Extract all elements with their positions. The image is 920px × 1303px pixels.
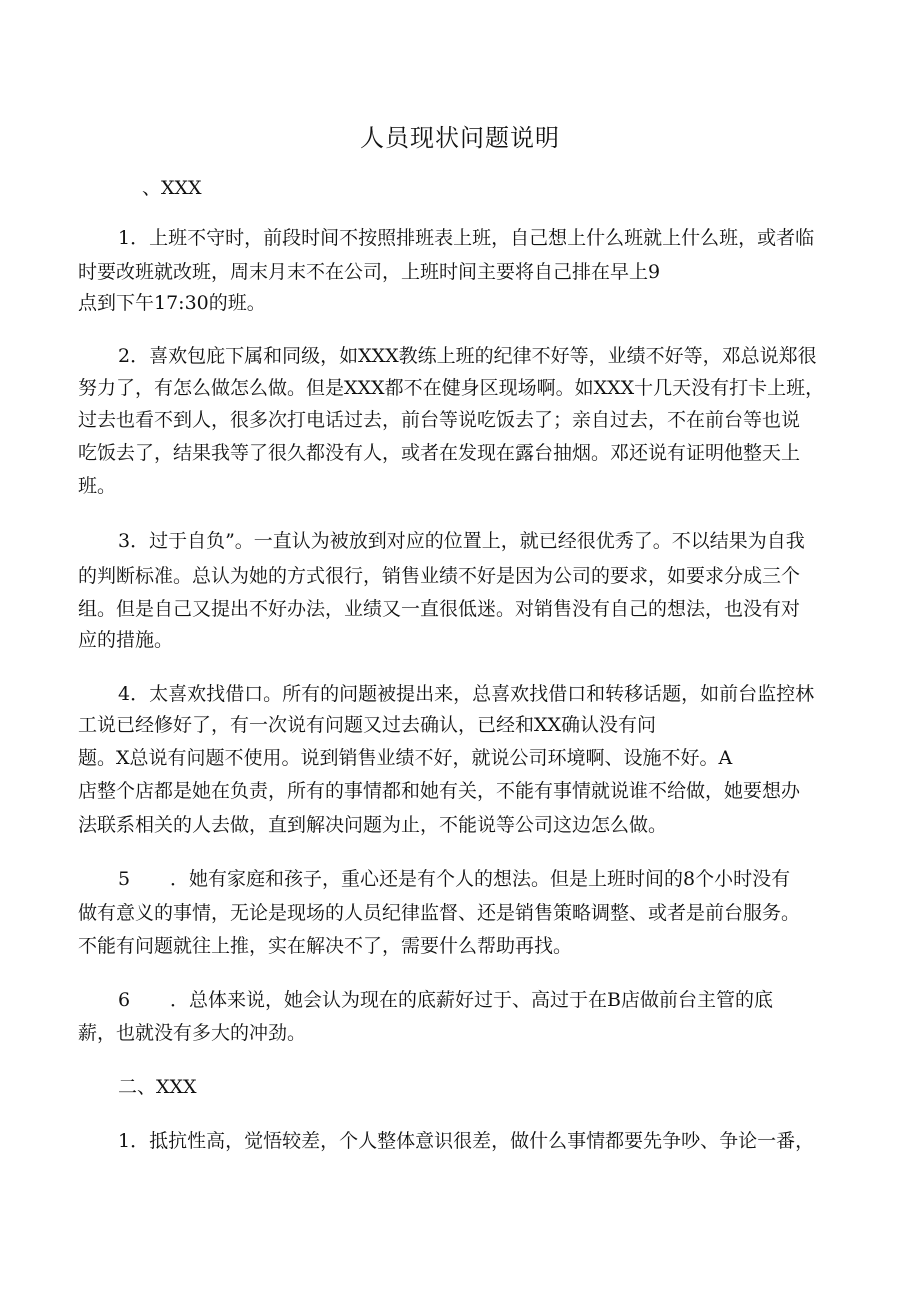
item-4-line-2: 工说已经修好了，有一次说有问题又过去确认，已经和XX确认没有问 xyxy=(78,714,657,736)
item-1-line-1: 1．上班不守时，前段时间不按照排班表上班，自己想上什么班就上什么班，或者临 xyxy=(118,227,815,249)
item-4-line-4: 店整个店都是她在负责，所有的事情都和她有关，不能有事情就说谁不给做，她要想办 xyxy=(78,780,801,802)
document-title: 人员现状问题说明 xyxy=(360,124,560,152)
item-6-line-1: ．总体来说，她会认为现在的底薪好过于、高过于在B店做前台主管的底 xyxy=(170,989,773,1011)
item-3-line-1: 3．过于自负”。一直认为被放到对应的位置上，就已经很优秀了。不以结果为自我 xyxy=(118,530,805,552)
section-1-heading: 、XXX xyxy=(142,177,202,199)
item-5-line-1: ．她有家庭和孩子，重心还是有个人的想法。但是上班时间的8个小时没有 xyxy=(170,868,791,890)
item-2-line-4: 吃饭去了，结果我等了很久都没有人，或者在发现在露台抽烟。邓还说有证明他整天上 xyxy=(78,442,801,464)
item-6-number: 6 xyxy=(118,989,131,1011)
item-6-line-2: 薪，也就没有多大的冲劲。 xyxy=(78,1022,307,1044)
item-1-line-3: 点到下午17:30的班。 xyxy=(78,292,266,314)
item-2-line-3: 过去也看不到人，很多次打电话过去，前台等说吃饭去了；亲自过去，不在前台等也说 xyxy=(78,409,801,431)
section-2-item-1-line-1: 1．抵抗性高，觉悟较差，个人整体意识很差，做什么事情都要先争吵、争论一番， xyxy=(118,1130,815,1152)
item-5-line-2: 做有意义的事情，无论是现场的人员纪律监督、还是销售策略调整、或者是前台服务。 xyxy=(78,902,801,924)
item-5-line-3: 不能有问题就往上推，实在解决不了，需要什么帮助再找。 xyxy=(78,935,573,957)
item-2-line-1: 2．喜欢包庇下属和同级，如XXX教练上班的纪律不好等，业绩不好等，邓总说郑很 xyxy=(118,345,817,367)
item-4-line-5: 法联系相关的人去做，直到解决问题为止，不能说等公司这边怎么做。 xyxy=(78,814,668,836)
item-1-line-2: 时要改班就改班，周末月末不在公司，上班时间主要将自己排在早上9 xyxy=(78,261,661,283)
item-3-line-3: 组。但是自己又提出不好办法，业绩又一直很低迷。对销售没有自己的想法，也没有对 xyxy=(78,598,801,620)
item-4-line-3: 题。X总说有问题不使用。说到销售业绩不好，就说公司环境啊、设施不好。A xyxy=(78,747,733,769)
item-2-line-2: 努力了，有怎么做怎么做。但是XXX都不在健身区现场啊。如XXX十几天没有打卡上班， xyxy=(78,377,825,399)
item-2-line-5: 班。 xyxy=(78,475,117,497)
item-3-line-2: 的判断标准。总认为她的方式很行，销售业绩不好是因为公司的要求，如要求分成三个 xyxy=(78,565,801,587)
item-5-number: 5 xyxy=(118,868,131,890)
item-4-line-1: 4．太喜欢找借口。所有的问题被提出来，总喜欢找借口和转移话题，如前台监控林 xyxy=(118,683,815,705)
section-2-heading: 二、XXX xyxy=(118,1076,197,1098)
item-3-line-4: 应的措施。 xyxy=(78,629,174,651)
